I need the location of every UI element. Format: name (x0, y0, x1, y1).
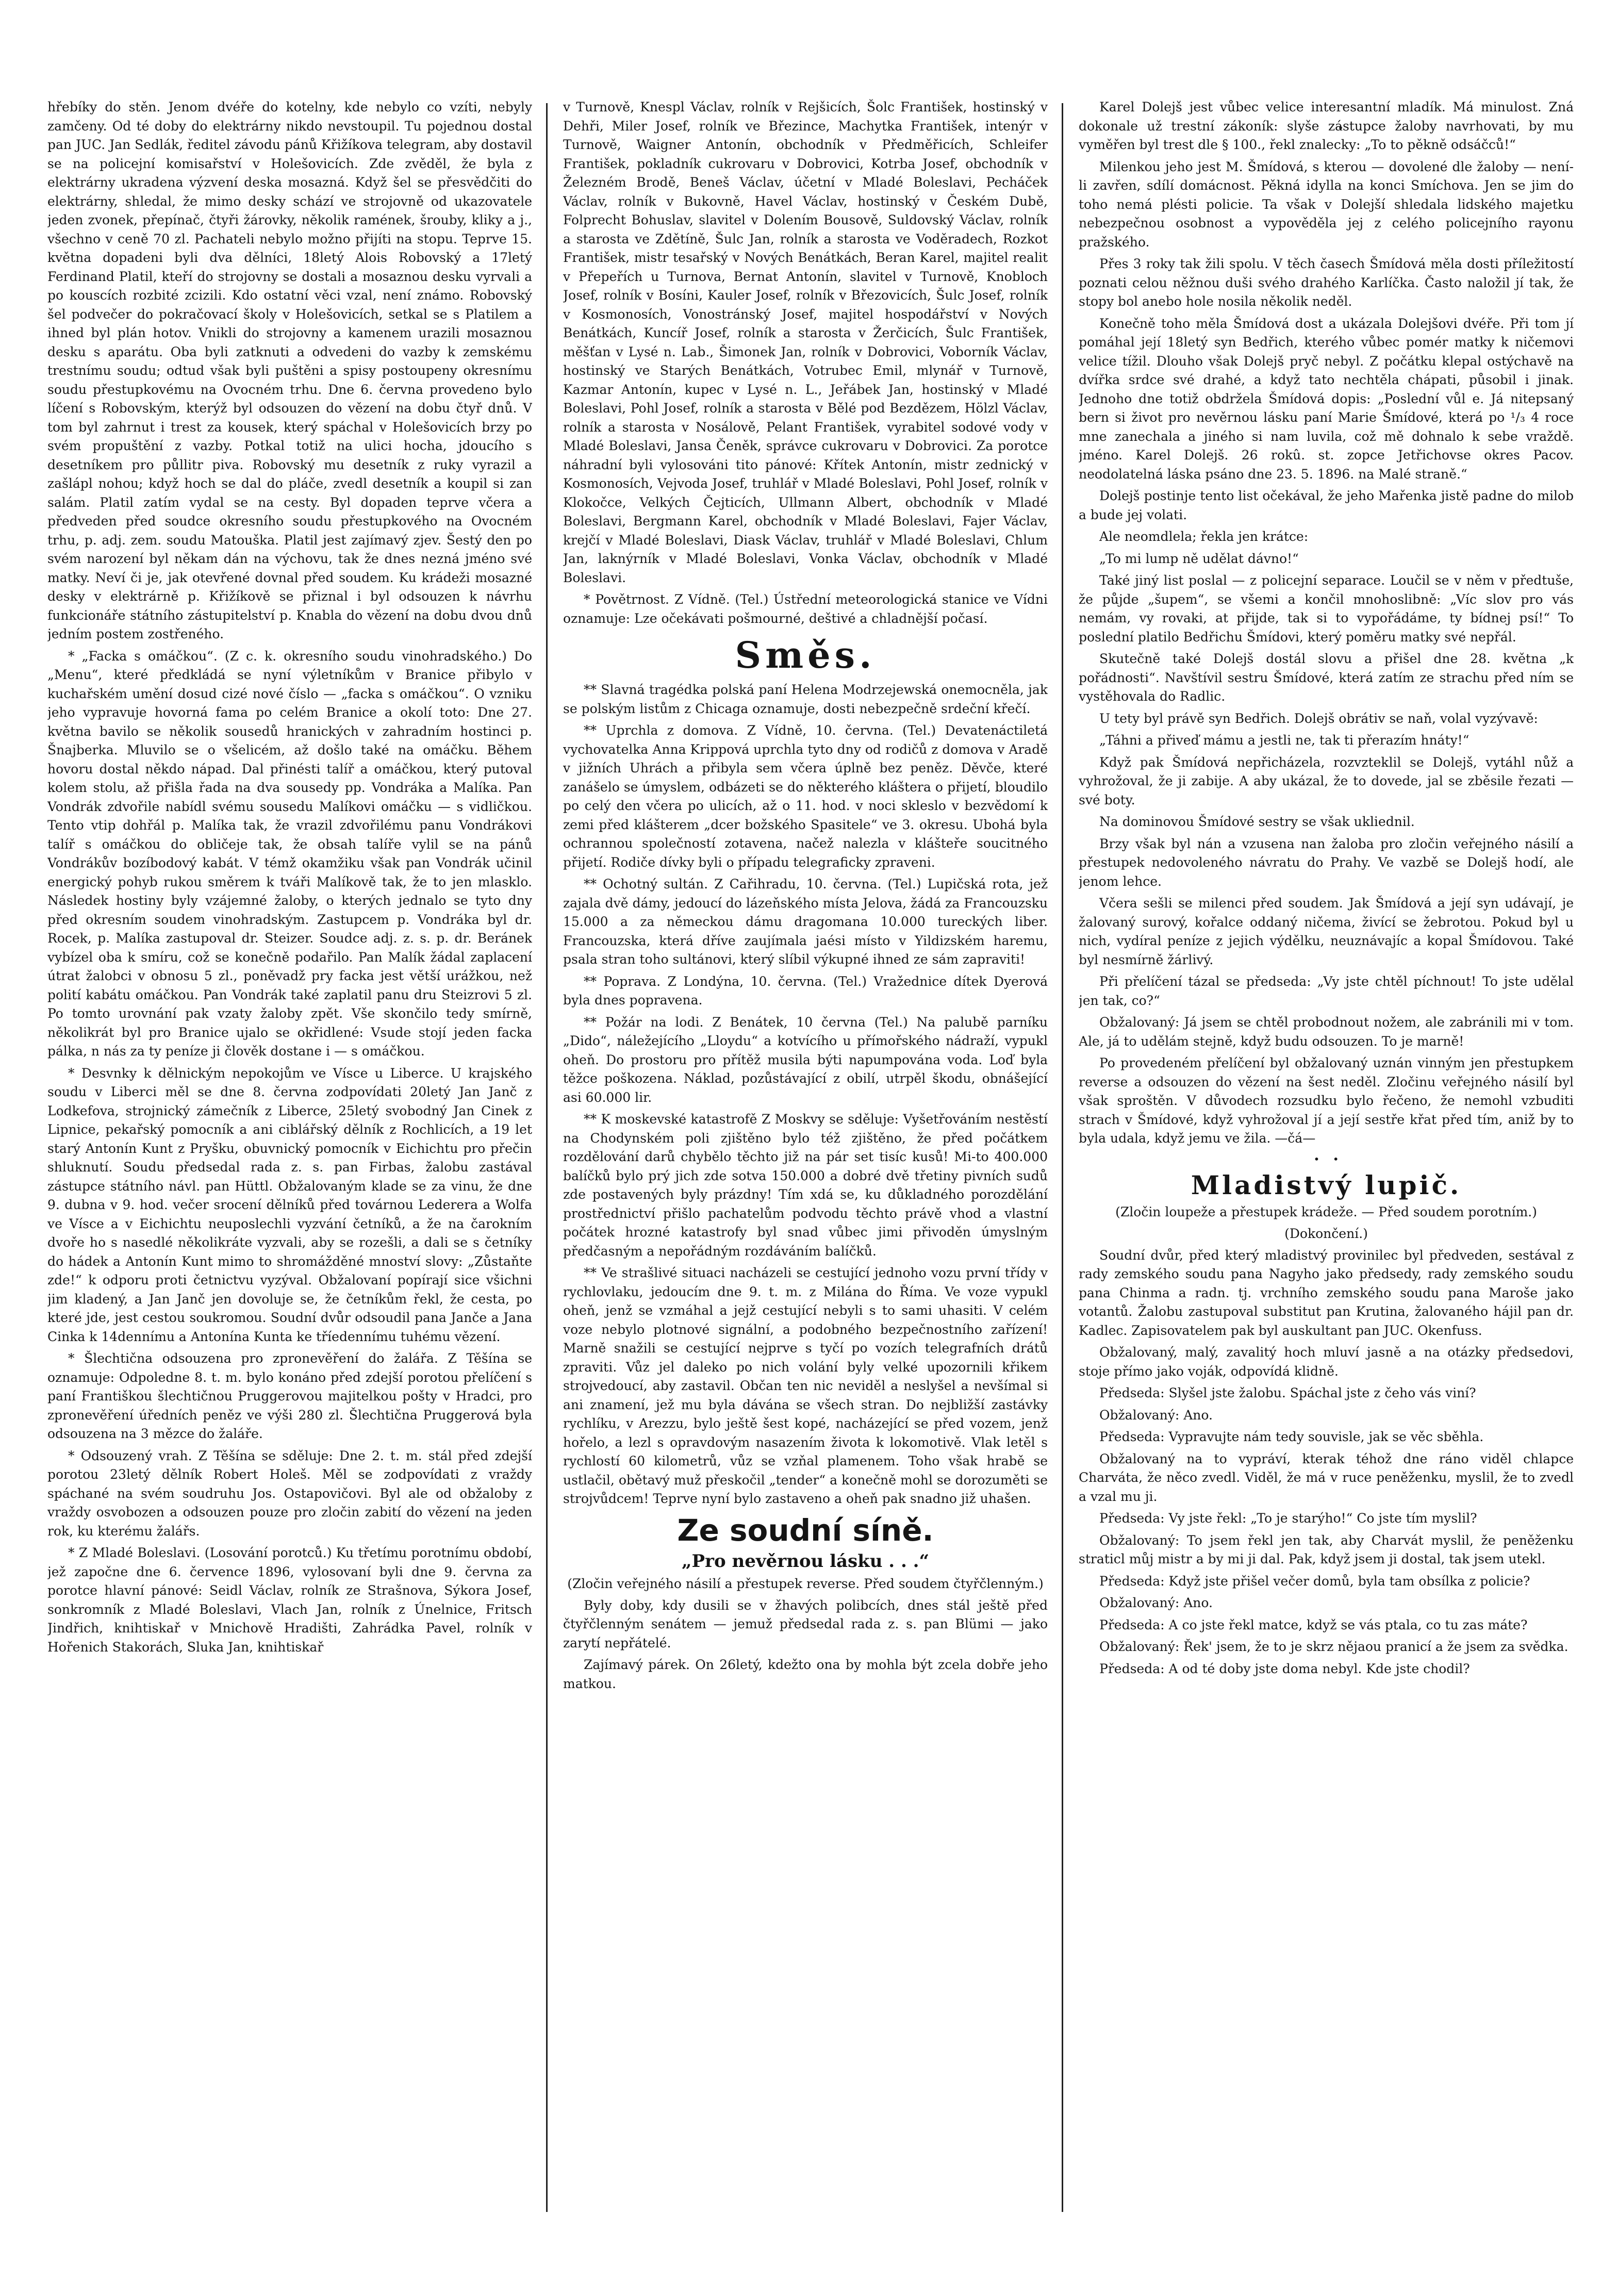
article-text: Ale neomdlela; řekla jen krátce: (1099, 529, 1309, 544)
article-povetrnost: * Povětrnost. Z Vídně. (Tel.) Ústřední meteorologická stanice ve Vídni oznamuje: Lze očekávati pošmourné, deštivé a chladnější počasí. (563, 592, 1048, 626)
article-text: Při přelíčení tázal se předseda: „Vy jste chtěl píchnout! To jste udělal jen tak, co?“ (1079, 974, 1574, 1008)
article-slechticna-odsouzena: * Šlechtična odsouzena pro zpronevěření do žalářa. Z Těšína se oznamuje: Odpoledne 8. t. m. bylo konáno před zdejší porotou přelíčení s paní Františkou šlechtičnou Pruggerovou majitelkou pošty v Hradci, pro zpronevěření úředních peněz ve výši 280 zl. Šlechtična Pruggerová byla odsouzena na 3 mězce do žaláře. (47, 1351, 532, 1441)
article-subtitle: (Zločin loupeže a přestupek krádeže. — Před soudem porotním.) (1115, 1204, 1537, 1219)
dialogue-line: Předseda: Slyšel jste žalobu. Spáchal jste z čeho vás viní? (1099, 1385, 1476, 1400)
article-dohra-k-delnickym-nepokojum: * Desvnky k dělnickým nepokojům ve Vísce u Liberce. U krajského soudu v Liberci měl se dne 8. června zodpovídati 20letý Jan Janč z Lodkefova, strojnický zámečník z Liberce, 25letý svobodný Jan Cinek z Lipnice, pekařský pomocník a ani ciblářský dělník z Rochlicích, a 19 let starý Antonín Kunt z Pryšku, obuvnický pomocník v Eichichtu pro přečin shluknutí. Soudu předsedal rada z. s. pan Firbas, žalobu zastával zástupce státního návl. pan Hüttl. Obžalovaným klade se za vinu, že dne 9. dubna v 9. hod. večer srocení dělníků před továrnou Lederera a Wolfa ve Vísce a v Eichichtu neuposlechli vyzvání četníků, a že na čarokním dvoře ho s nasedlé několikráte vyzvali, aby se rozešli, a dali se s četníky do hádek a Antonín Kunt mimo to shromážděné mnoství slovy: „Zůstaňte zde!“ k odporu proti četnictvu vyzýval. Obžalovaní popírají sice všichni jim kladený, a Jan Janč jen dovoluje se, že četníkům řekl, že cesta, po které jde, jest cestou soukromou. Soudní dvůr odsoudil pana Janče a Jana Cinka k 14dennímu a Antonína Kunta ke tříedennímu tuhému vězení. (47, 1065, 532, 1344)
dialogue-line: Předseda: A od té doby jste doma nebyl. Kde jste chodil? (1099, 1661, 1470, 1676)
dialogue-line: Předseda: A co jste řekl matce, když se vás ptala, co tu zas máte? (1099, 1617, 1528, 1632)
dialogue-line: Obžalovaný: Ano. (1099, 1407, 1213, 1423)
separator-dots: • • (1313, 1152, 1339, 1165)
dialogue-line: Předseda: Když jste přišel večer domů, byla tam obsílka z policie? (1099, 1573, 1530, 1589)
column-2 (563, 98, 1048, 2222)
news-item: ** Ve strašlivé situaci nacházeli se cestující jednoho vozu první třídy v rychlovlaku, jedoucím dne 9. t. m. z Milána do Říma. Ve voze vypukl oheň, jenž se vzmáhal a jejž cestující nebyli s to sami uhasiti. V celém voze nebylo plotnové signální, a podobného bezpečnostního zařízení! Marně snažili se cestující nejprve s tyčí po vozích telegrafních drátů zpraviti. Vůz jel daleko po nich volání byly velké upozornili křikem strojvedoucí, aby zastavil. Občan ten nic neviděl a neslyšel a nevšímal si ani znamení, jež mu byla dávána se všech stran. Do nejbližší zastávky rychlíku, v Arezzu, bylo ještě šest kopé, nacházející se před vozem, jenž hořelo, a lezl s opravdovým nasazením života k lokomotivě. Vlak letěl s rychlostí 60 kilometrů, vůz se vzňal plamenem. Toho však hrabě se ustlačil, obětavý muž přeskočil „tender“ a konečně mohl se dorozuměti se strojvůdcem! Teprve nyní bylo zastaveno a oheň pak snadno již uhašen. (563, 1265, 1048, 1506)
section-heading-smes: Směs. (735, 634, 876, 676)
article-text: „To mi lump ně udělat dávno!“ (1099, 551, 1299, 566)
dialogue-line: Předseda: Vy jste řekl: „To je starýho!“ Co jste tím myslil? (1099, 1511, 1477, 1526)
article-text: Na dominovou Šmídové sestry se však ukliednil. (1099, 814, 1415, 829)
article-text: Karel Dolejš jest vůbec velice interesantní mladík. Má minulost. Zná dokonale už trestní zákoník: slyše zástupce žaloby navrhovati, by mu vyměřen byl trest dle § 100., řekl znalecky: „To to pěkně odsáčců!“ (1079, 100, 1574, 152)
article-text: Dolejš postinje tento list očekával, že jeho Mařenka jistě padne do milob a bude jej volati. (1079, 488, 1574, 522)
article-text: Byly doby, kdy dusili se v žhavých polibcích, dnes stál ještě před čtyřčlenným senátem — jemuž předsedal rada z. s. pan Blümi — jako zarytí nepřátelé. (563, 1597, 1048, 1650)
article-title: „Pro nevěrnou lásku . . .“ (681, 1550, 930, 1572)
news-item: ** K moskevské katastrofě Z Moskvy se sděluje: Vyšetřováním nestěstí na Chodynském poli zjištěno bylo též zjištěno, že před počátkem rozdělování darů chybělo těchto již na pár set tisíc kusů! Mi-to 400.000 balíčků bylo prý jich zde sotva 150.000 a dobré dvě třetiny pivních sudů zde postavených byly prázdny! Tím xdá se, ku důkladného porozdělání prostřednictví přišlo pachatelům podvodu těchto právě vhod a vlastní počátek hrozné katastrofy byl snad vůbec jimi přivoděn úmyslným předčasným a nepořádným rozdáváním balíčků. (563, 1112, 1048, 1259)
column-divider (546, 103, 548, 2212)
news-item: ** Uprchla z domova. Z Vídně, 10. června. (Tel.) Devatenáctiletá vychovatelka Anna Krippová uprchla tyto dny od rodičů z domova v Aradě v jižních Uhrách a přibyla sem včera úplně bez peněz. Děvče, které zanášelo se úmyslem, odbázeti se do některého kláštera o přijetí, bloudilo po celý den včera po ulicích, až o 11. hod. v noci skleslo v bezvědomí k zemi před klášterem „dcer božského Spasitele“ ve 3. okresu. Ubohá byla ochrannou společností zotavena, načež nalezla v klášteře soucitného přijetí. Rodiče dívky byli o případu telegraficky zpraveni. (563, 723, 1048, 870)
column-divider (1062, 103, 1063, 2212)
news-item: ** Popravа. Z Londýna, 10. června. (Tel.) Vražednice dítek Dyerová byla dnes popravena. (563, 973, 1048, 1007)
dialogue-line: Předseda: Vypravujte nám tedy souvisle, jak se věc sběhla. (1099, 1429, 1484, 1444)
article-continuation-note: (Dokončení.) (1284, 1226, 1368, 1241)
section-heading-soudni-sin: Ze soudní síně. (677, 1512, 934, 1548)
article-text: Skutečně také Dolejš dostál slovu a přišel dne 28. května „k pořádnosti“. Navštívil sestru Šmídové, která zatím ze strachu před ním se vystěhovala do Radlic. (1079, 651, 1574, 704)
article-text: hřebíky do stěn. Jenom dvéře do kotelny, kde nebylo co vzíti, nebyly zamčeny. Od té doby do elektrárny nikdo nevstoupil. Tu pojednou dostal pan JUC. Jan Sedlák, ředitel závodu pánů Křižíkova telegram, aby dostavil se na policejní komisařství v Holešovicích. Zde zvěděl, že byla z elektrárny ukradena výzvení deska mosazná. Když šel se přesvědčiti do elektrárny, shledal, že mimo desky schází ve strojovně od ukazovatele jeden zvonek, přepínač, čtyři žárovky, několik ramének, šrouby, kliky a j., všechno v ceně 70 zl. Pachateli nebylo možno přijíti na stopu. Teprve 15. května dopadeni byli dva dělníci, 18letý Alois Robovský a 17letý Ferdinand Platil, kteří do strojovny se dostali a mosaznou desku vyrvali a po kouscích rozbité zcizili. Kdo ostatní věci vzal, není známo. Robovský šel podvečer do pokračovací školy v Holešovicích, setkal se s Platilem a ihned byl plán hotov. Vnikli do strojovny a kamenem urazili mosaznou desku s aparátu. Oba byli zatknuti a odvedeni do vazby k zemskému trestnímu soudu; odtud však byli puštěni a spisy postoupeny okresnímu soudu přestupkovému na Ovocném trhu. Dne 6. června provedeno bylo líčení s Robovským, kterýž byl odsouzen do vězení na dobu čtyř dnů. V tom byl zahrnut i trest za kousek, který spáchal v Holešovicích brzy po svém propuštění z vazby. Potkal totiž na ulici hocha, jdoucího s desetníkem pro půllitr piva. Robovský mu desetník z ruky vyrazil a zašlápl nohou; když hoch se dal do pláče, zvedl desetník a koupil si zan salám. Platil zatím vydal se na cesty. Byl dopaden teprve včera a předveden před soudce okresního soudu přestupkového na Ovocném trhu, p. adj. zem. soudu Matouška. Platil jest zajímavý zjev. Šestý den po svém narození byl někam dán na výchovu, tak že dnes nezná jméno své matky. Neví či je, jak otevřené dovnal před soudem. Ku krádeži mosazné desky v elektrárně p. Křižíkově se přiznal i byl odsouzen k návrhu funkcionáře státního zástupitelství p. Knabla do vězení na dobu dvou dnů jedním postem zostřeného. (47, 100, 532, 641)
article-text: Obžalovaný, malý, zavalitý hoch mluví jasně a na otázky předsedovi, stoje přímo jako voják, odpovídá klidně. (1079, 1345, 1574, 1379)
news-item: ** Požár na lodi. Z Benátek, 10 června (Tel.) Na palubě parníku „Dido“, náležejícího „Lloydu“ a kotvícího u přímořského nádraží, vypukl oheň. Do prostoru pro přítěž musila býti napumpována voda. Loď byla těžce poškozena. Náklad, pozůstávající z obilí, utrpěl škodu, obnášející asi 60.000 lir. (563, 1014, 1048, 1105)
article-text: Soudní dvůr, před který mladistvý provinilec byl předveden, sestával z rady zemského soudu pana Nagyho jako předsedy, rady zemského soudu pana Chinma a radn. tj. vrchního zemského soudu pana Maroše jako votantů. Žalobu zastupoval substitut pan Krutina, žalovaného hájil pan dr. Kadlec. Zapisovatelem pak byl auskultant pan JUC. Okenfuss. (1079, 1247, 1574, 1338)
article-text: Také jiný list poslal — z policejní separace. Loučil se v něm v předtuše, že půjde „šupem“, se všemi a končil mnohoslibně: „Víc slov pro vás nemám, vy rovaki, at přijde, tak si to vypořádáme, ty bídnej psí!“ To poslední platilo Bedřichu Šmídovi, který poměru matky své nepřál. (1079, 573, 1574, 645)
article-text: Po provedeném přelíčení byl obžalovaný uznán vinným jen přestupkem reverse a odsouzen do vězení na šest neděl. Zločinu veřejného násilí byl však sproštěn. V důvodech rozsudku bylo řečeno, že nemohl vzbuditi strach v Šmídové, když vyhrožoval jí a její sestře křat před tím, aniž by to byla udala, když jemu ve žila. —čá— (1079, 1055, 1574, 1146)
dialogue-line: Obžalovaný: Řek' jsem, že to je skrz nějaou pranicí a že jsem za svědka. (1099, 1639, 1569, 1654)
article-z-mlade-boleslavi: * Z Mladé Boleslavi. (Losování porotců.) Ku třetímu porotnímu období, jež započne dne 6. července 1896, vylosovaní byli dne 9. června za porotce hlavní pánové: Seidl Václav, rolník ze Strašnova, Sýkora Josef, sonkromník z Mladé Boleslavi, Vlach Jan, rolník z Únelnice, Fritsch Jindřich, knihtiskař v Mnichově Hradišti, Zahrádka Pavel, rolník v Hořenich Stakorách, Sluka Jan, knihtiskař (47, 1545, 532, 1655)
article-text: Obžalovaný: Já jsem se chtěl probodnout nožem, ale zabránili mi v tom. Ale, já to udělám stejně, když budu odsouzen. To je marně! (1079, 1015, 1574, 1049)
article-text: Zajímavý párek. On 26letý, kdežto ona by mohla být zcela dobře jeho matkou. (563, 1657, 1048, 1691)
article-text: v Turnově, Knespl Václav, rolník v Rejšicích, Šolc František, hostinský v Dehři, Miler Josef, rolník ve Březince, Machytka František, intenýr v Turnově, Waigner Antonín, obchodník v Předměřicích, Schleifer František, pokladník cukrovaru v Dobrovici, Kotrba Josef, obchodník v Železném Brodě, Beneš Václav, účetní v Mladé Boleslavi, Pecháček Václav, rolník v Bukovně, Havel Václav, hostinský v Českém Dubě, Folprecht Bohuslav, slavitel v Dolením Bousově, Suldovský Václav, rolník a starosta ve Zdětíně, Šulc Jan, rolník a starosta ve Voděradech, Rozkot František, mistr tesařský v Nových Benátkách, Beran Karel, majitel realit v Přepeřích u Turnova, Bernat Antonín, slavitel v Turnově, Knobloch Josef, rolník v Bosíni, Kauler Josef, rolník v Březovicích, Šulc Josef, rolník v Kosmonosích, Vonostránský Josef, majitel hospodářství v Nových Benátkách, Kuncíř Josef, rolník a starosta v Žerčicích, Šulc František, měšťan v Lysé n. Lab., Šimonek Jan, rolník v Dobrovici, Voborník Václav, hostinský ve Starých Benátkách, Votrubec Emil, mlynář v Turnově, Kazmar Antonín, kupec v Lysé n. L., Jeřábek Jan, hostinský v Mladé Boleslavi, Pohl Josef, rolník a starosta v Bělé pod Bezdězem, Hölzl Václav, rolník a starosta v Nosálově, Pelant František, vyrabitel sodové vody v Mladé Boleslavi, Jansa Čeněk, správce cukrovaru v Dobrovici. Za porotce náhradní byli vylosováni tito pánové: Křítek Antonín, mistr zednický v Kosmonosích, Vejvoda Josef, truhlář v Mladé Boleslavi, Pohl Josef, rolník v Klokočce, Velkých Čejticích, Ullmann Albert, obchodník v Mladé Boleslavi, Bergmann Karel, obchodník v Mladé Boleslavi, Fajer Václav, krejčí v Mladé Boleslavi, Diask Václav, truhlář v Mladé Boleslavi, Chlum Jan, laknýrník v Mladé Boleslavi, Vonka Václav, obchodník v Mladé Boleslavi. (563, 100, 1048, 585)
article-odsouzeny-vrah: * Odsouzený vrah. Z Těšína se sděluje: Dne 2. t. m. stál před zdejší porotou 23letý dělník Robert Holeš. Měl se zodpovídati z vraždy spáchané na svém soudruhu Jos. Ostapovičovi. Byl ale od obžaloby z vraždy osvobozen a odsouzen pouze pro zločin zabití do vězení na jeden rok, ku kterému žalářs. (47, 1448, 532, 1539)
newspaper-page (47, 98, 1584, 2222)
article-text: Milenkou jeho jest M. Šmídová, s kterou — dovolené dle žaloby — není-li zavřen, sdílí domácnost. Pěkná idylla na konci Smíchova. Jen se jim do toho nemá plésti policie. Ta však v Dolejší shledala lidského majetku nebezpečnou osobnost a vypověděla jej z celého policejního rayonu pražského. (1079, 159, 1574, 250)
article-text: Obžalovaný na to vypráví, kterak téhož dne ráno viděl chlapce Charváta, že něco zvedl. Viděl, že má v ruce peněženku, myslil, že to zvedl a vzal mu ji. (1079, 1451, 1574, 1504)
article-title-mladistvy-lupic: Mladistvý lupič. (1191, 1169, 1462, 1200)
dialogue-line: Obžalovaný: Ano. (1099, 1595, 1213, 1610)
column-1 (47, 98, 532, 2222)
article-text: Konečně toho měla Šmídová dost a ukázala Dolejšovi dvéře. Při tom jí pomáhal její 18letý syn Bedřich, kterého vůbec pomér matky k ničemovi velice tížil. Dlouho však Dolejš pryč nebyl. Z počátku klepal ostýchavě na dvířka srdce své drahé, a když tato nechtěla chápati, působil i jinak. Jednoho dne totiž obdržela Šmídová dopis: „Poslední vůl e. Já nitepsaný bern si život pro nevěrnou lásku paní Marie Šmídové, která po ¹/₃ 4 roce mne zanechala a jiného si nam luvila, což mě dohnalo k sebe vraždě. jméno. Karel Dolejš. 26 rokû. st. zopce Jetřichovse okres Pacov. neodolatelná láska psáno dne 23. 5. 1896. na Malé straně.“ (1079, 316, 1574, 482)
article-text: U tety byl právě syn Bedřich. Dolejš obrátiv se naň, volal vyzývavě: (1099, 711, 1538, 726)
dialogue-line: Obžalovaný: To jsem řekl jen tak, aby Charvát myslil, že peněženku straticl můj mistr a by mi ji dal. Pak, když jsem ji dostal, tak jsem utekl. (1079, 1532, 1574, 1566)
article-text: Přes 3 roky tak žili spolu. V těch časech Šmídová měla dosti příležitostí poznati celou něžnou duši svého drahého Karlíčka. Často naložil jí tak, že stopy bol anebo hole nosila několik neděl. (1079, 256, 1574, 309)
news-item: ** Slavná tragédka polská paní Helena Modrzejewská onemocněla, jak se polským listům z Chicaga oznamuje, dosti nebezpečně srdeční křečí. (563, 682, 1048, 716)
article-text: „Táhni a přiveď mámu a jestli ne, tak ti přerazím hnáty!“ (1099, 733, 1470, 748)
article-text: Brzy však byl nán a vzusena nan žaloba pro zločin veřejného násilí a přestupek nedovoleného návratu do Prahy. Ve vazbě se Dolejš hodí, ale jenom lehce. (1079, 836, 1574, 889)
column-3 (1079, 98, 1574, 2222)
article-facka-s-omackou: * „Facka s omáčkou“. (Z c. k. okresního soudu vinohradského.) Do „Menu“, které předkládá se nyní výletníkům v Branice přibylo v kuchařském umění dosud cizé nové číslo — „facka s omáčkou“. O vzniku jeho vypravuje hovorná fama po celém Branice a okolí toto: Dne 27. května bavilo se několik sousedů hranických v zahradním hostinci p. Šnajberka. Mluvilo se o všelicém, až došlo také na omáčku. Během hovoru dostal někdo nápad. Dal přinésti talíř a omáčkou, který putoval kolem stolu, až přišla řada na dva sousedy pp. Vondráka a Malíka. Pan Vondrák zdvořile nabídl svému sousedu Malíkovi omáčku — s vidličkou. Tento vtip dohřál p. Malíka tak, že vrazil zdvořilému panu Vondrákovi talíř s omáčkou do obličeje tak, že obsah talíře vylil se na pánů Vondrákův bozíbodový kabát. V témž okamžiku však pan Vondrák učinil energický pohyb rukou směrem k tváři Malíkově tak, že to jen mlasklo. Následek hostiny byly vzájemné žaloby, o kterých jednalo se tyto dny před okresním soudem vinohradským. Zastupcem p. Vondráka byl dr. Rocek, p. Malíka zastupoval dr. Steizer. Soudce adj. z. s. p. dr. Beránek vybízel oba k smíru, což se konečně podařilo. Pan Malík žádal zaplacení útrat žalobci v obnosu 5 zl., poněvadž pry facka jest větší urážkou, než polití kabátu omáčkou. Pan Vondrák také zaplatil panu dru Steizrovi 5 zl. Po tomto urovnání pak vzaty žaloby zpět. Vše skončilo tedy smírně, několikrát byl pro Branice ujalo se okřidlené: Vsude stojí jeden facka pálka, n nás za ty peníze ji člověk dostane i — s omáčkou. (47, 648, 532, 1059)
article-text: Včera sešli se milenci před soudem. Jak Šmídová a její syn udávají, je žalovaný surový, kořalce oddaný ničema, živící se žebrotou. Pokud byl u nich, vydíral peníze z jejich výdělku, neuznávajíc a kopal Šmídovou. Také byl nesmírně žárlivý. (1079, 896, 1574, 967)
news-item: ** Ochotný sultán. Z Cařihradu, 10. června. (Tel.) Lupičská rota, jež zajala dvě dámy, jedoucí do lázeňského místa Jelova, žádá za Francouzsku 15.000 a za německou dámu dragomana 10.000 tureckých liber. Francouzska, která dříve zaujímala jaési místo v Yildizském haremu, psala stran toho sultánovi, který slíbil výkupné ihned ze sám zapraviti! (563, 877, 1048, 967)
article-text: Když pak Šmídová nepřicházela, rozvzteklil se Dolejš, vytáhl nůž a vyhrožoval, že ji zabije. A aby ukázal, že to dovede, jal se zběsile řezati — své boty. (1079, 754, 1574, 807)
article-subtitle: (Zločin veřejného násilí a přestupek reverse. Před soudem čtyřčlenným.) (567, 1576, 1044, 1591)
